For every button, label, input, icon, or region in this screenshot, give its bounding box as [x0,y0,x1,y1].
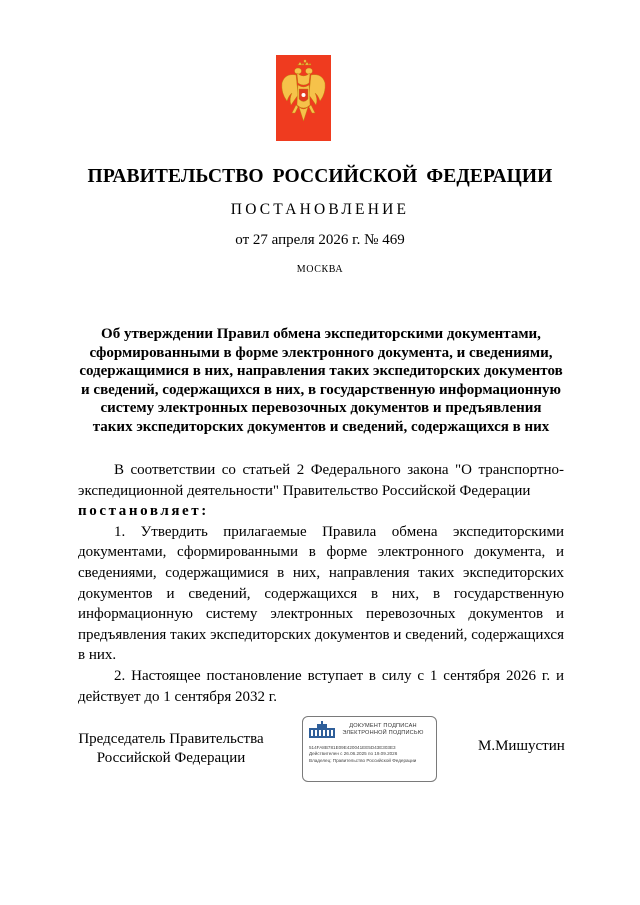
document-type: ПОСТАНОВЛЕНИЕ [230,201,410,218]
document-date-number: от 27 апреля 2026 г. № 469 [235,232,405,248]
electronic-signature-stamp [302,716,437,782]
intro-paragraph: В соответствии со статьей 2 Федерального закона "О транспортно-экспедиционной деятельности" Правительство Российской Федерации [78,462,564,499]
stamp-certificate-info [309,745,435,764]
signatory-position-line: Российской Федерации [96,750,246,766]
stamp-title [333,723,433,737]
resolves-line [78,501,564,522]
stamp-serial: 514FA8B781E09E420041EE5D43E303E3 [309,745,396,750]
government-building-icon [308,721,336,739]
signatory-position [78,730,264,768]
heading-line: Об утверждении Правил обмена экспедиторскими документами, [101,326,541,342]
heading-line: сформированными в форме электронного документа, и сведениями, [89,344,553,361]
stamp-owner: Владелец: Правительство Российской Федерации [309,757,417,763]
double-headed-eagle-icon [279,59,328,137]
document-body [78,460,564,707]
government-title: ПРАВИТЕЛЬСТВО РОССИЙСКОЙ ФЕДЕРАЦИИ [87,166,553,187]
heading-line: систему электронных перевозочных документов и предъявления [100,400,542,416]
heading-line: и сведений, содержащихся в них, в государственную информационную [81,381,561,398]
item-2-paragraph: 2. Настоящее постановление вступает в силу с 1 сентября 2026 г. и действует до 1 сентября 2032 г. [78,667,564,705]
stamp-title-line: ЭЛЕКТРОННОЙ ПОДПИСЬЮ [342,730,424,736]
document-heading [78,325,564,436]
heading-line: таких экспедиторских документов и сведений, содержащихся в них [92,418,550,435]
heading-line: содержащимися в них, направления таких экспедиторских документов [79,363,563,379]
document-city: МОСКВА [296,264,344,275]
resolves-word: постановляет: [78,503,209,520]
stamp-validity: Действителен с 26.06.2025 по 19.09.2026 [309,751,398,757]
signatory-position-line: Председатель Правительства [78,731,264,747]
signatory-name: М.Мишустин [478,738,565,754]
coat-of-arms-emblem [276,55,331,141]
item-1-paragraph: 1. Утвердить прилагаемые Правила обмена экспедиторскими документами, сформированными в форме электронного документа, и сведениями, содержащимися в них, направления таких экспедиторских документов и сведений, содержащихся в них, в государственную информационную систему электронных перевозочных документов и предъявления таких экспедиторских документов и сведений, содержащихся в них. [78,523,564,664]
stamp-title-line: ДОКУМЕНТ ПОДПИСАН [349,723,417,729]
